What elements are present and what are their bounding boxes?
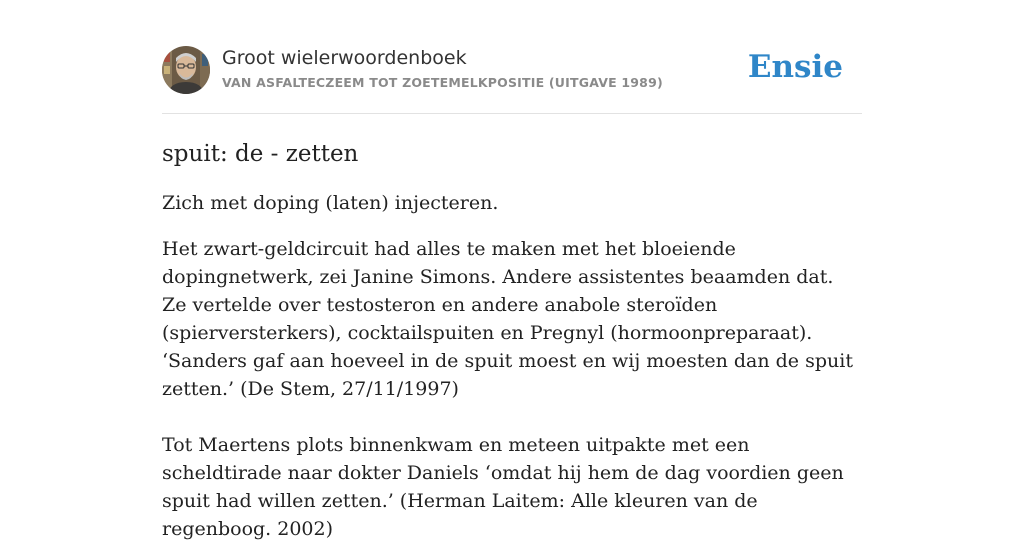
entry-quotes: [162, 235, 862, 543]
author-avatar[interactable]: [162, 46, 210, 94]
ensie-logo-link[interactable]: Ensie: [747, 49, 843, 85]
quote-paragraph: Het zwart-geldcircuit had alles te maken met het bloeiende dopingnetwerk, zei Janine Simons. Andere assistentes beaamden dat. Ze vertelde over testosteron en andere anabole steroïden (spierversterkers), cocktailspuiten en Pregnyl (hormoonpreparaat). ‘Sanders gaf aan hoeveel in de spuit moest en wij moesten dan de spuit zetten.’ (De Stem, 27/11/1997): [162, 238, 853, 400]
entry-headword: spuit: de - zetten: [162, 141, 359, 167]
entry-card: [162, 46, 862, 543]
author-portrait-icon: [162, 46, 210, 94]
quote-paragraph: Tot Maertens plots binnenkwam en meteen uitpakte met een scheldtirade naar dokter Daniels ‘omdat hij hem de dag voordien geen spuit had willen zetten.’ (Herman Laitem: Alle kleuren van de regenboog. 2002): [162, 434, 844, 540]
dictionary-subtitle: VAN ASFALTECZEEM TOT ZOETEMELKPOSITIE (UITGAVE 1989): [222, 75, 663, 90]
dictionary-header: [162, 46, 862, 114]
dictionary-title[interactable]: Groot wielerwoordenboek: [222, 47, 467, 69]
entry-definition: Zich met doping (laten) injecteren.: [162, 192, 499, 214]
